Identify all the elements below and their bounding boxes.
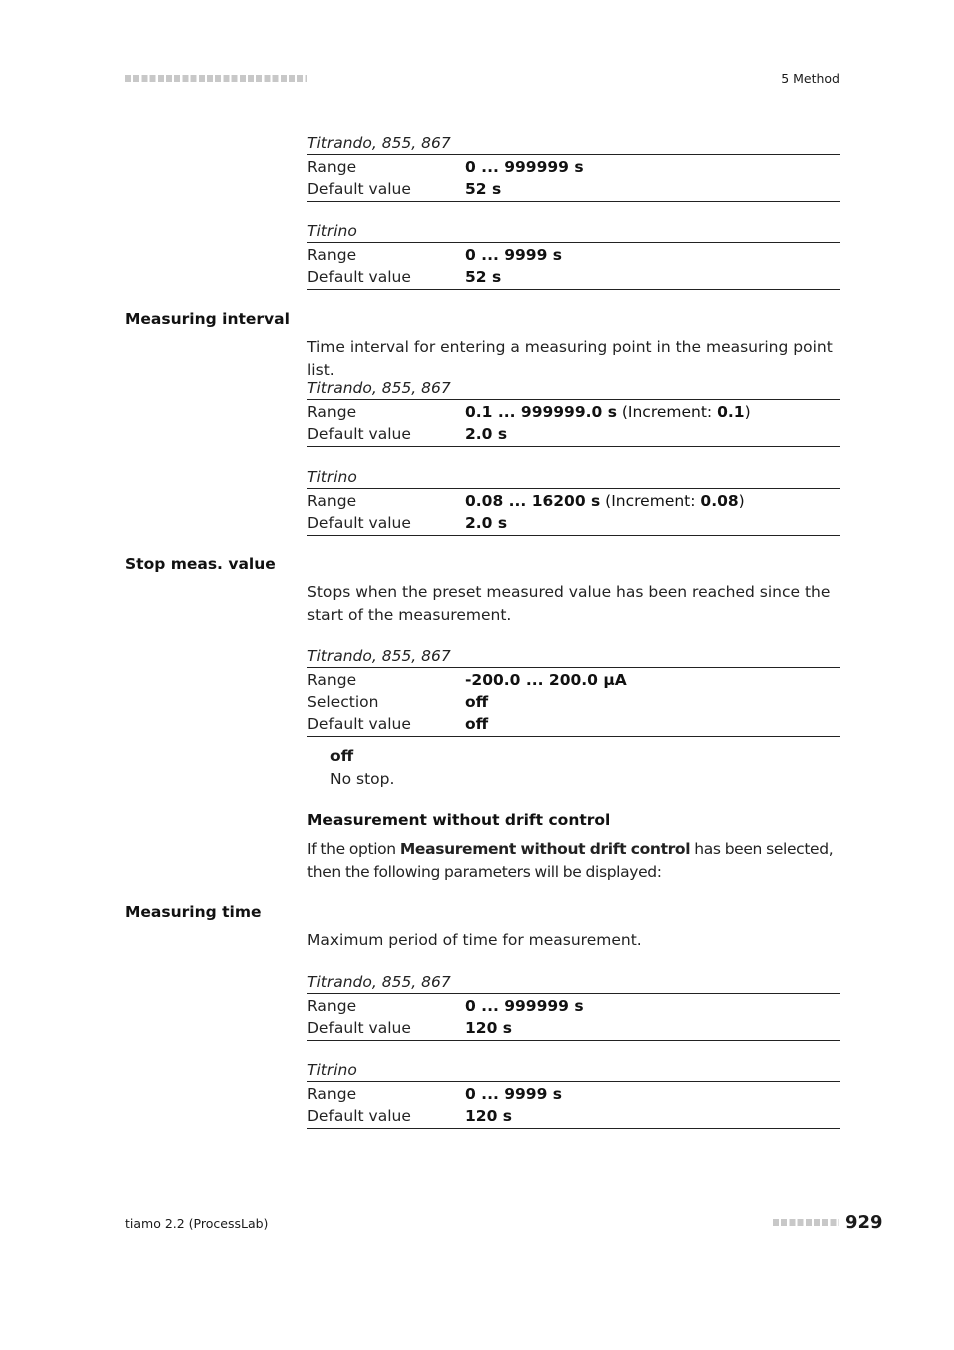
- row-value: 52 s: [465, 268, 502, 286]
- row-label: Range: [307, 492, 357, 510]
- row-label: Range: [307, 671, 357, 689]
- table-row: [307, 423, 840, 445]
- device-label: Titrando, 855, 867: [307, 132, 840, 155]
- section-heading: Measuring interval: [125, 310, 290, 328]
- row-label: Range: [307, 246, 357, 264]
- table-row: [307, 669, 840, 691]
- value-table: [307, 1059, 840, 1129]
- device-label: Titrando, 855, 867: [307, 377, 840, 400]
- table-row: [307, 995, 840, 1017]
- device-label: Titrino: [307, 220, 840, 243]
- chapter-title: 5 Method: [781, 71, 840, 86]
- value-table: [307, 377, 840, 447]
- row-value: off: [465, 693, 489, 711]
- row-label: Default value: [307, 1107, 411, 1125]
- text-segment: If the option: [307, 840, 400, 858]
- row-label: Default value: [307, 425, 411, 443]
- row-label: Default value: [307, 1019, 411, 1037]
- drift-control-text: [307, 838, 840, 884]
- row-label: Range: [307, 1085, 357, 1103]
- row-label: Range: [307, 403, 357, 421]
- row-value: off: [465, 715, 489, 733]
- table-row: [307, 1105, 840, 1127]
- section-description: Maximum period of time for measurement.: [307, 931, 642, 949]
- footer-decoration: [773, 1219, 839, 1226]
- row-label: Default value: [307, 514, 411, 532]
- increment-value: 0.1: [717, 403, 745, 421]
- value-table: [307, 132, 840, 202]
- table-row: [307, 1017, 840, 1039]
- header-decoration: [125, 75, 307, 82]
- increment-label: Increment:: [627, 403, 713, 421]
- section-heading: Measuring time: [125, 903, 262, 921]
- option-name: Measurement without drift control: [399, 840, 691, 858]
- row-label: Range: [307, 997, 357, 1015]
- value-table: [307, 645, 840, 737]
- row-value: 120 s: [465, 1019, 512, 1037]
- table-row: [307, 178, 840, 200]
- table-row: [307, 713, 840, 735]
- table-row: [307, 266, 840, 288]
- range-value: 0.1 ... 999999.0 s: [465, 403, 617, 421]
- row-label: Default value: [307, 180, 411, 198]
- increment-label: Increment:: [611, 492, 696, 510]
- device-label: Titrino: [307, 1059, 840, 1082]
- row-value: 0 ... 9999 s: [465, 1085, 563, 1103]
- row-value: 0 ... 9999 s: [465, 246, 563, 264]
- value-table: [307, 220, 840, 290]
- device-label: Titrino: [307, 466, 840, 489]
- section-description: Time interval for entering a measuring point in the measuring point list.: [307, 338, 833, 379]
- row-value: 2.0 s: [465, 425, 508, 443]
- footer-product: tiamo 2.2 (ProcessLab): [125, 1216, 269, 1231]
- value-table: [307, 971, 840, 1041]
- table-row: [307, 156, 840, 178]
- page-number: 929: [845, 1212, 883, 1233]
- device-label: Titrando, 855, 867: [307, 645, 840, 668]
- table-row: [307, 490, 840, 512]
- row-label: Default value: [307, 268, 411, 286]
- table-row: [307, 1083, 840, 1105]
- option-term: off: [330, 747, 354, 765]
- subsection-heading: Measurement without drift control: [307, 811, 611, 829]
- row-value: 0.1 ... 999999.0 s (Increment: 0.1): [465, 403, 751, 421]
- text-segment: has been selected, then the following parameters will be displayed:: [307, 840, 834, 881]
- row-value: 120 s: [465, 1107, 512, 1125]
- row-value: 0 ... 999999 s: [465, 997, 584, 1015]
- device-label: Titrando, 855, 867: [307, 971, 840, 994]
- table-row: [307, 691, 840, 713]
- value-table: [307, 466, 840, 536]
- row-label: Default value: [307, 715, 411, 733]
- row-value: -200.0 ... 200.0 µA: [465, 671, 627, 689]
- table-row: [307, 244, 840, 266]
- row-label: Range: [307, 158, 357, 176]
- row-value: 0 ... 999999 s: [465, 158, 584, 176]
- section-description: Stops when the preset measured value has been reached since the start of the measurement.: [307, 583, 831, 624]
- table-row: [307, 401, 840, 423]
- row-value: 0.08 ... 16200 s (Increment: 0.08): [465, 492, 745, 510]
- range-value: 0.08 ... 16200 s: [465, 492, 601, 510]
- row-label: Selection: [307, 693, 379, 711]
- row-value: 52 s: [465, 180, 502, 198]
- option-description: No stop.: [330, 770, 395, 788]
- table-row: [307, 512, 840, 534]
- row-value: 2.0 s: [465, 514, 508, 532]
- increment-value: 0.08: [700, 492, 739, 510]
- section-heading: Stop meas. value: [125, 555, 276, 573]
